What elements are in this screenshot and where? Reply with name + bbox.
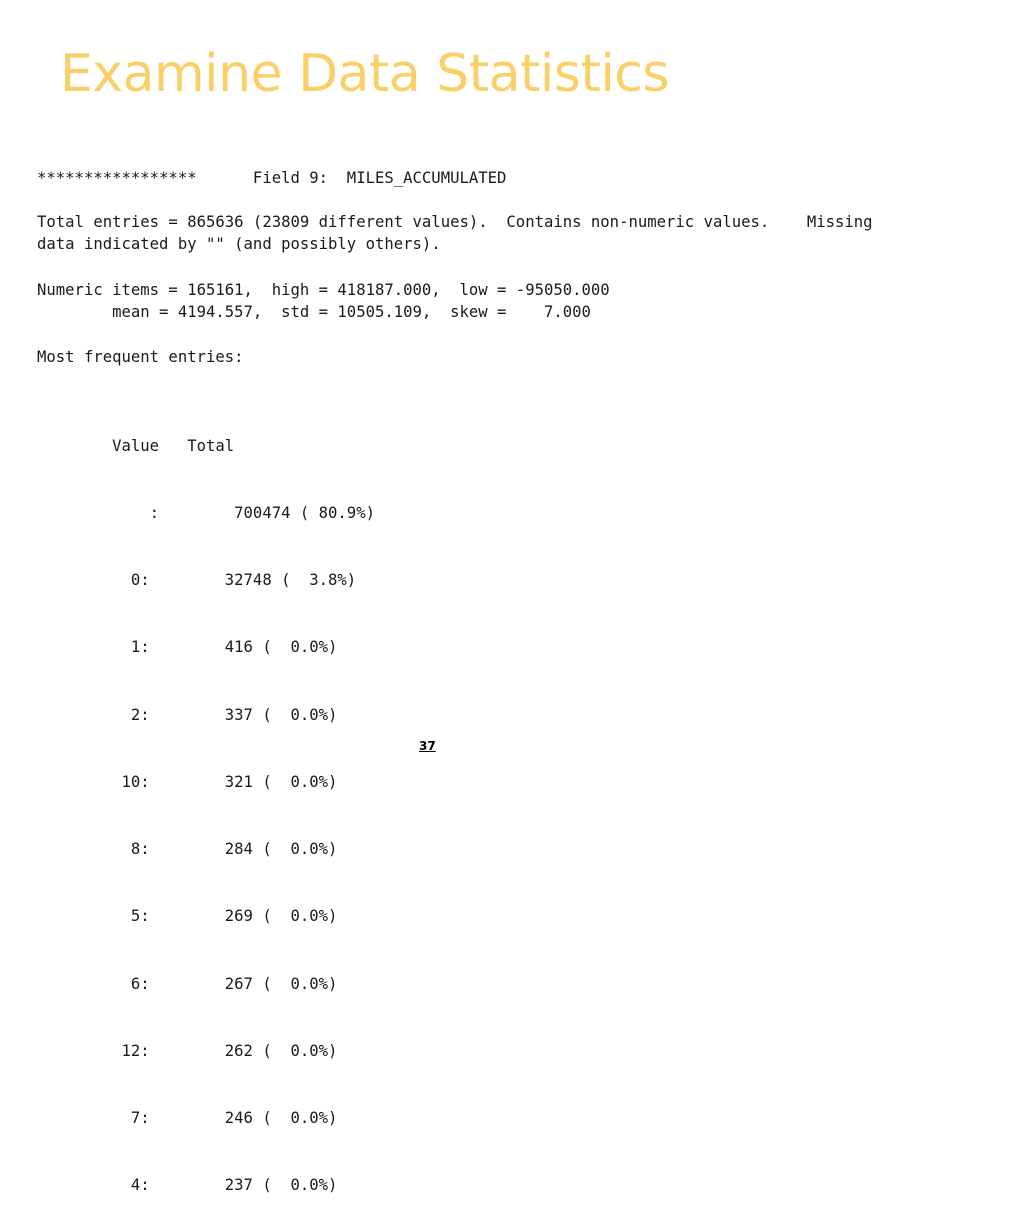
most-frequent-label: Most frequent entries: <box>37 348 244 366</box>
frequency-row: 6: 267 ( 0.0%) <box>37 974 338 993</box>
frequency-row: 5: 269 ( 0.0%) <box>37 907 338 926</box>
frequency-row: 2: 337 ( 0.0%) <box>37 705 338 724</box>
frequency-row: 0: 32748 ( 3.8%) <box>37 571 357 590</box>
frequency-row: 10: 321 ( 0.0%) <box>37 772 338 791</box>
frequency-row: 7: 246 ( 0.0%) <box>37 1109 338 1127</box>
frequency-row: : 700474 ( 80.9%) <box>37 504 375 523</box>
frequency-row: 1: 416 ( 0.0%) <box>37 638 338 657</box>
frequency-table <box>37 390 375 1219</box>
frequency-table-header: Value Total <box>37 436 235 455</box>
slide-title: Examine Data Statistics <box>60 44 669 104</box>
numeric-stats-block: Numeric items = 165161, high = 418187.000, low = -95050.000 mean = 4194.557, std = 10505.109, skew = 7.000 <box>37 281 610 322</box>
field-header: ***************** Field 9: MILES_ACCUMULATED <box>37 169 507 187</box>
frequency-row: 12: 262 ( 0.0%) <box>37 1041 338 1060</box>
frequency-row: 8: 284 ( 0.0%) <box>37 840 338 859</box>
frequency-row: 4: 237 ( 0.0%) <box>37 1176 338 1195</box>
summary-block: Total entries = 865636 (23809 different values). Contains non-numeric values. Missing data indicated by "" (and possibly others). <box>37 213 873 254</box>
page-number: 37 <box>419 739 436 753</box>
